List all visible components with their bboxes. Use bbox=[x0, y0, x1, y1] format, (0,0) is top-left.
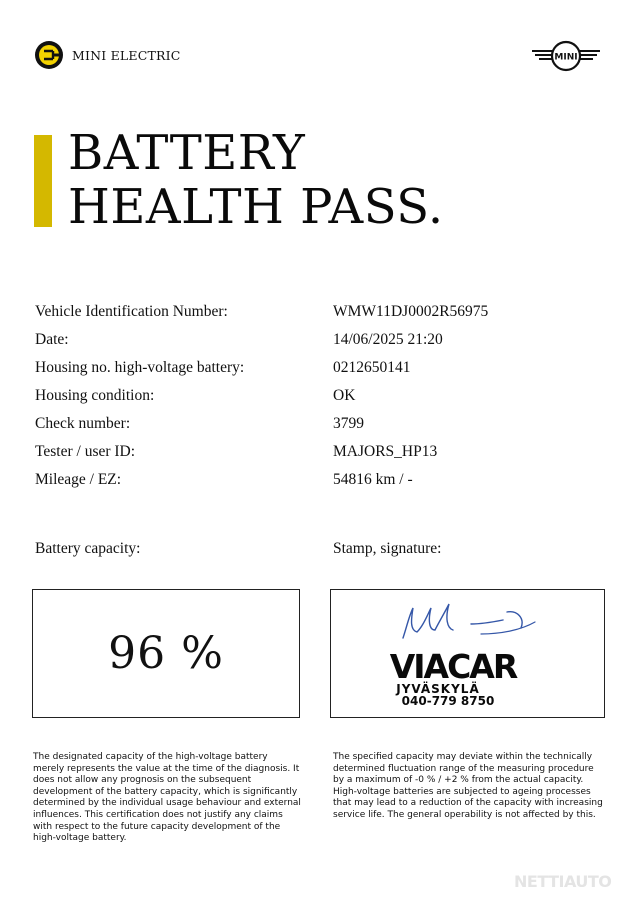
field-label: Tester / user ID: bbox=[35, 443, 136, 460]
brand-header bbox=[34, 40, 181, 70]
capacity-label: Battery capacity: bbox=[35, 540, 141, 557]
field-row-mileage bbox=[35, 466, 615, 494]
capacity-box bbox=[32, 589, 300, 718]
field-value: OK bbox=[333, 387, 356, 404]
mini-logo-icon bbox=[530, 40, 602, 72]
stamp-company: VIACAR bbox=[389, 647, 517, 686]
plug-icon bbox=[34, 40, 64, 70]
stamp-signature bbox=[331, 590, 604, 717]
stamp-box bbox=[330, 589, 605, 718]
mini-logo-text: MINI bbox=[554, 52, 578, 63]
field-row-vin bbox=[35, 298, 615, 326]
field-row-housing-condition bbox=[35, 382, 615, 410]
field-value: MAJORS_HP13 bbox=[333, 443, 438, 460]
capacity-value: 96 % bbox=[108, 628, 224, 679]
field-row-check-number bbox=[35, 410, 615, 438]
stamp-label: Stamp, signature: bbox=[333, 540, 442, 557]
field-value: 14/06/2025 21:20 bbox=[333, 331, 443, 348]
field-label: Check number: bbox=[35, 415, 131, 432]
field-value: 0212650141 bbox=[333, 359, 411, 376]
field-value: 54816 km / - bbox=[333, 471, 413, 488]
field-value: 3799 bbox=[333, 415, 364, 432]
field-label: Vehicle Identification Number: bbox=[35, 303, 228, 320]
disclaimer-left: The designated capacity of the high-voltage battery merely represents the value at the time of the diagnosis. It does not allow any prognosis on the subsequent development of the battery capacity, which is significantly determined by the individual usage behaviour and external influences. This certification does not justify any claims with respect to the future capacity development of the high-voltage battery. bbox=[33, 752, 301, 844]
accent-bar bbox=[34, 135, 52, 227]
field-label: Housing condition: bbox=[35, 387, 155, 404]
brand-name: MINI ELECTRIC bbox=[72, 47, 181, 63]
field-label: Date: bbox=[35, 331, 69, 348]
disclaimer-right: The specified capacity may deviate within the technically determined fluctuation range of the measuring procedure by a maximum of -0 % / +2 % from the actual capacity. High-voltage batteries are subjected to ageing processes that may lead to a reduction of the capacity with increasing service life. The general operability is not affected by this. bbox=[333, 752, 603, 820]
stamp-city: JYVÄSKYLÄ bbox=[396, 682, 480, 696]
field-label: Housing no. high-voltage battery: bbox=[35, 359, 245, 376]
watermark: NETTIAUTO bbox=[514, 872, 612, 891]
field-row-housing-no bbox=[35, 354, 615, 382]
signature-stroke-2 bbox=[481, 622, 535, 634]
field-row-date bbox=[35, 326, 615, 354]
field-row-tester bbox=[35, 438, 615, 466]
vehicle-info-table bbox=[35, 298, 615, 494]
title-line-1: BATTERY bbox=[68, 125, 306, 181]
field-label: Mileage / EZ: bbox=[35, 471, 122, 488]
title-line-2: HEALTH PASS. bbox=[68, 179, 444, 235]
page-title bbox=[68, 126, 444, 234]
field-value: WMW11DJ0002R56975 bbox=[333, 303, 489, 320]
stamp-phone: 040-779 8750 bbox=[401, 694, 495, 708]
signature-stroke bbox=[403, 604, 522, 638]
